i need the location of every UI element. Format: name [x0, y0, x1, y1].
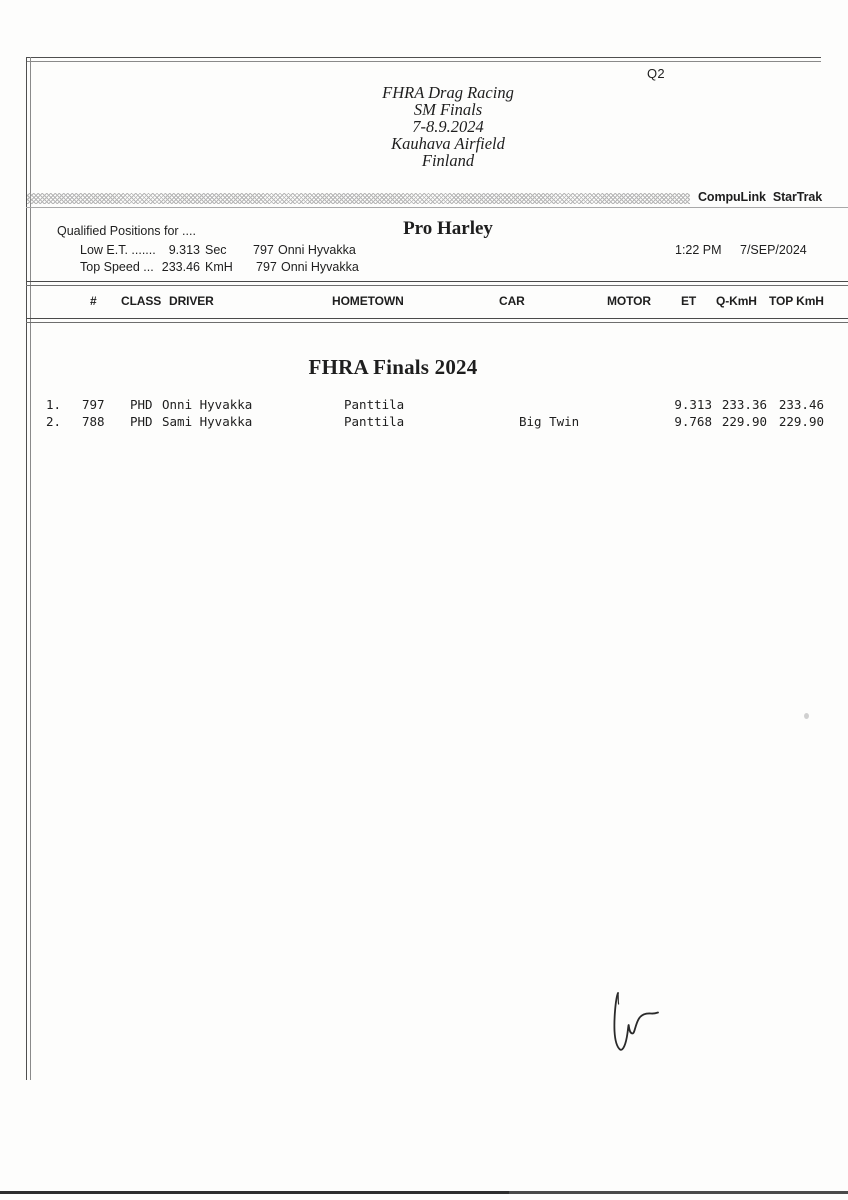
scan-bottom-edge [0, 1191, 848, 1194]
page-border-top [26, 57, 821, 62]
table-row [0, 414, 848, 430]
row-class: PHD [130, 397, 153, 412]
low-et-unit: Sec [205, 243, 227, 257]
row-hometown: Panttila [344, 397, 405, 412]
top-speed-car-number: 797 [256, 260, 277, 274]
row-driver: Onni Hyvakka [162, 397, 253, 412]
printed-date: 7/SEP/2024 [740, 243, 807, 257]
col-et: ET [681, 294, 697, 308]
event-title-line: SM Finals [413, 100, 483, 119]
col-driver: DRIVER [169, 294, 214, 308]
top-speed-driver: Onni Hyvakka [281, 260, 359, 274]
event-title-block [48, 84, 848, 169]
top-speed-value: 233.46 [161, 260, 200, 274]
scan-speck [804, 713, 809, 719]
low-et-label: Low E.T. ....... [80, 243, 156, 257]
top-speed-label: Top Speed ... [80, 260, 154, 274]
row-et: 9.313 [674, 397, 712, 412]
row-class: PHD [130, 414, 153, 429]
printed-time: 1:22 PM [675, 243, 722, 257]
row-hometown: Panttila [344, 414, 405, 429]
col-motor: MOTOR [607, 294, 651, 308]
col-car: CAR [499, 294, 525, 308]
table-rule-bottom [26, 318, 848, 323]
row-top-kmh: 233.46 [778, 397, 824, 412]
row-q-kmh: 229.90 [721, 414, 767, 429]
page-border-left [26, 57, 31, 1080]
separator-hairline [26, 207, 848, 208]
brand-compulink: CompuLink [698, 190, 766, 204]
row-position: 2. [46, 414, 62, 429]
row-q-kmh: 233.36 [721, 397, 767, 412]
section-title: FHRA Finals 2024 [308, 355, 478, 379]
event-title-line: 7-8.9.2024 [412, 117, 484, 136]
col-q-kmh: Q-KmH [716, 294, 757, 308]
row-car-number: 797 [82, 397, 105, 412]
row-car-number: 788 [82, 414, 105, 429]
row-car: Big Twin [519, 414, 580, 429]
col-class: CLASS [121, 294, 162, 308]
row-driver: Sami Hyvakka [162, 414, 253, 429]
dither-separator [27, 193, 690, 204]
top-speed-line [0, 260, 848, 275]
row-top-kmh: 229.90 [778, 414, 824, 429]
col-position: # [90, 294, 97, 308]
row-position: 1. [46, 397, 62, 412]
col-hometown: HOMETOWN [332, 294, 404, 308]
timing-system-brand [698, 190, 838, 204]
signature-mark [600, 985, 670, 1065]
low-et-car-number: 797 [253, 243, 274, 257]
qualified-positions-heading: Qualified Positions for .... [57, 224, 196, 238]
col-top-kmh: TOP KmH [769, 294, 824, 308]
brand-startrak: StarTrak [772, 190, 823, 204]
low-et-driver: Onni Hyvakka [278, 243, 356, 257]
table-rule-top [26, 281, 848, 286]
event-title-line: Finland [421, 151, 475, 170]
session-label: Q2 [647, 66, 665, 81]
low-et-value: 9.313 [168, 243, 200, 257]
row-et: 9.768 [674, 414, 712, 429]
event-title-line: Kauhava Airfield [391, 134, 505, 153]
class-title: Pro Harley [403, 218, 493, 239]
table-row [0, 397, 848, 413]
event-title-line: FHRA Drag Racing [382, 83, 514, 102]
top-speed-unit: KmH [205, 260, 233, 274]
table-header-row [0, 294, 848, 309]
